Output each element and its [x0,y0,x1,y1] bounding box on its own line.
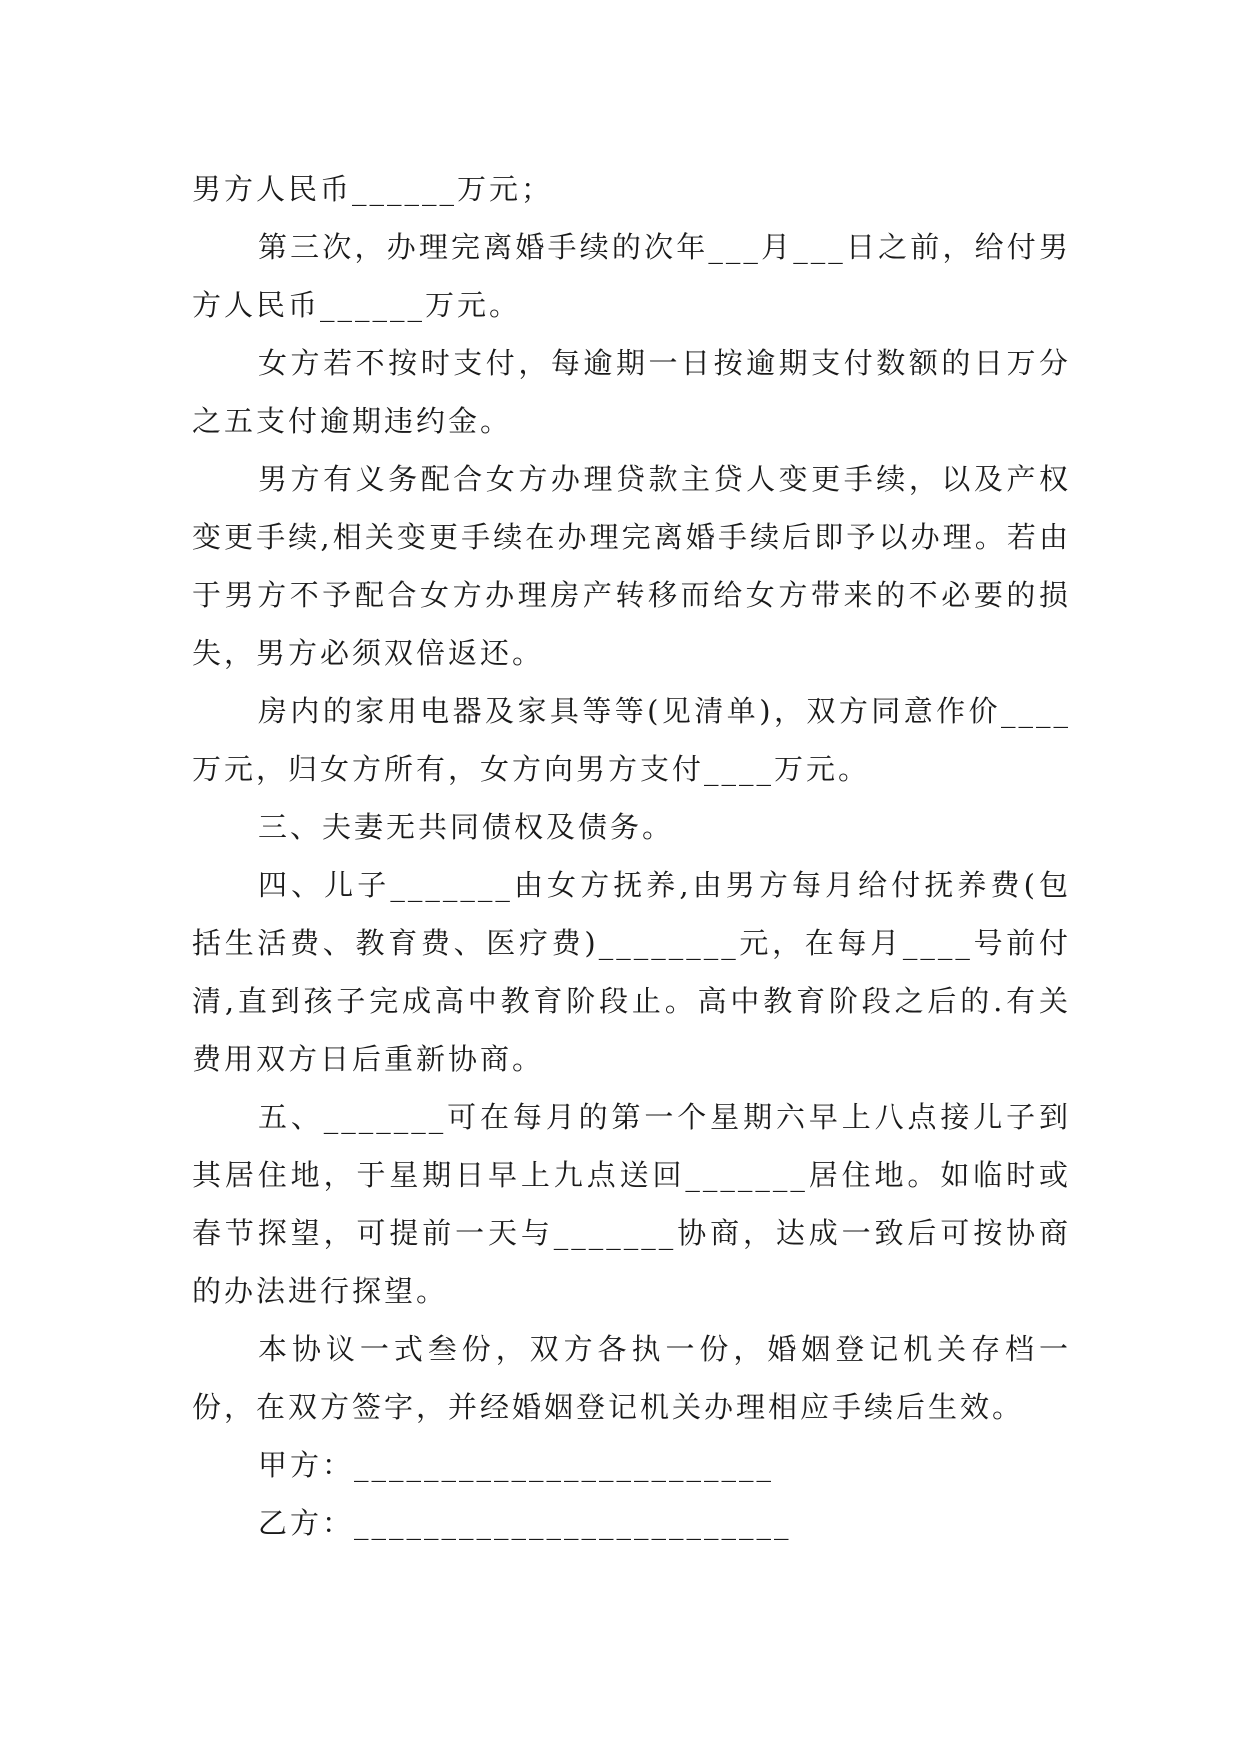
paragraph-copies-effective: 本协议一式叁份，双方各执一份，婚姻登记机关存档一份，在双方签字，并经婚姻登记机关办理相应手续后生效。 [192,1332,1071,1424]
paragraph-child-custody: 四、儿子_______由女方抚养,由男方每月给付抚养费(包括生活费、教育费、医疗费)________元，在每月____号前付清,直到孩子完成高中教育阶段止。高中教育阶段之后的.有关费用双方日后重新协商。 [192,868,1071,1076]
paragraph-visitation: 五、_______可在每月的第一个星期六早上八点接儿子到其居住地，于星期日早上九点送回_______居住地。如临时或春节探望，可提前一天与_______协商，达成一致后可按协商的办法进行探望。 [192,1100,1071,1308]
signature-party-b: 乙方：_________________________ [258,1506,792,1540]
paragraph-furniture: 房内的家用电器及家具等等(见清单)，双方同意作价____万元，归女方所有，女方向男方支付____万元。 [192,694,1071,786]
paragraph-loan-transfer: 男方有义务配合女方办理贷款主贷人变更手续，以及产权变更手续,相关变更手续在办理完离婚手续后即予以办理。若由于男方不予配合女方办理房产转移而给女方带来的不必要的损失，男方必须双倍返还。 [192,462,1071,670]
paragraph-payment-second-continued: 男方人民币______万元； [192,172,554,206]
signature-party-a: 甲方：________________________ [258,1448,775,1482]
paragraph-late-penalty: 女方若不按时支付，每逾期一日按逾期支付数额的日万分之五支付逾期违约金。 [192,346,1071,438]
paragraph-payment-third: 第三次，办理完离婚手续的次年___月___日之前，给付男方人民币______万元。 [192,230,1071,322]
paragraph-no-debts: 三、夫妻无共同债权及债务。 [258,810,675,844]
